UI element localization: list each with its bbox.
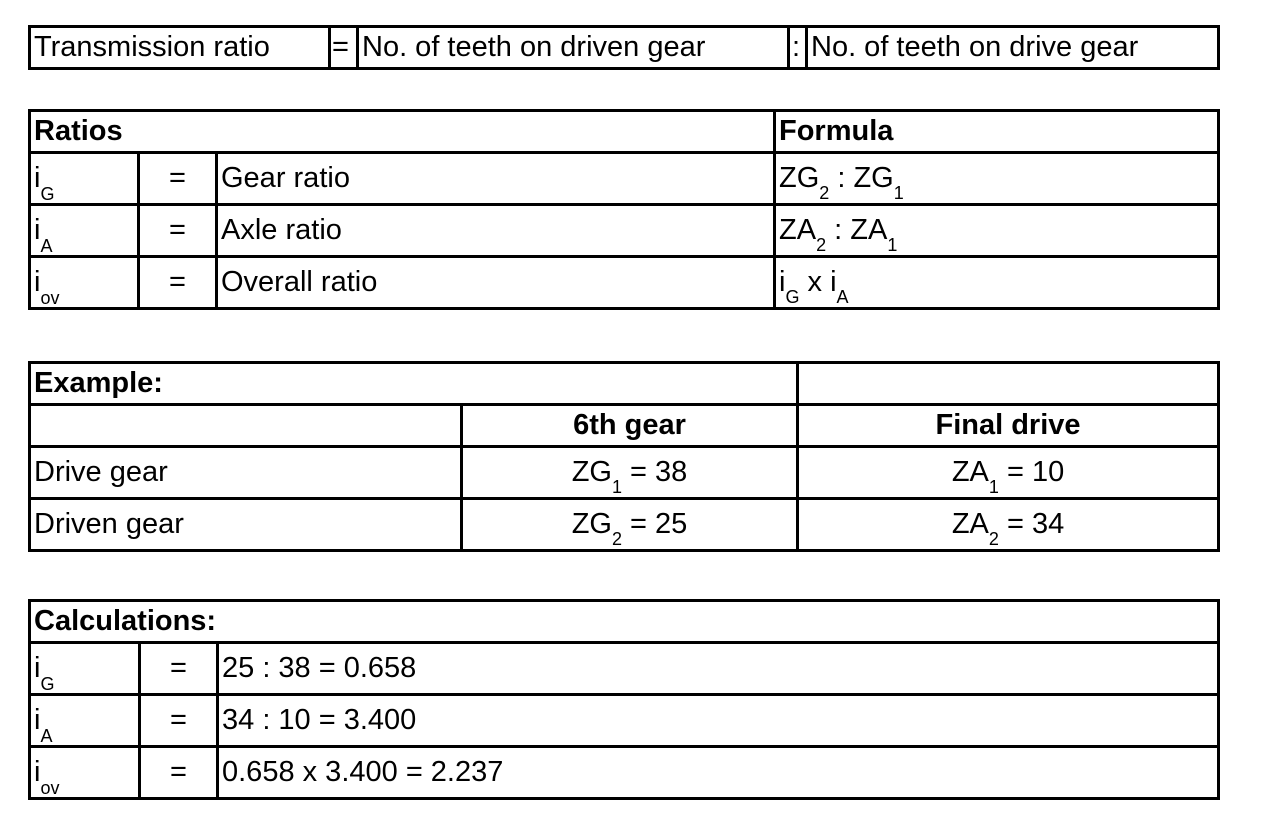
- example-table: [28, 361, 1220, 552]
- ratio-symbol: $i_{ov}$: [30, 257, 139, 309]
- definition-left: Transmission ratio: [30, 27, 330, 69]
- ratio-symbol: $i_A$: [30, 205, 139, 257]
- ratio-formula: $i_G$ x $i_A$: [775, 257, 1219, 309]
- example-row-label: Driven gear: [30, 499, 462, 551]
- final-drive-teeth-value: $ZA_2 = 34$: [798, 499, 1219, 551]
- calc-row-overall: [30, 747, 1219, 799]
- gear-teeth-value: $ZG_2 = 25$: [462, 499, 798, 551]
- calc-symbol: $i_G$: [30, 643, 140, 695]
- ratios-table: [28, 109, 1220, 310]
- ratio-symbol: $i_G$: [30, 153, 139, 205]
- calculations-title-row: [30, 601, 1219, 643]
- example-empty-header: [30, 405, 462, 447]
- ratio-equals: =: [139, 205, 217, 257]
- definition-drive: No. of teeth on drive gear: [807, 27, 1219, 69]
- sixth-gear-header: 6th gear: [462, 405, 798, 447]
- calc-equals: =: [140, 747, 218, 799]
- calc-row-gear: [30, 643, 1219, 695]
- definition-colon: :: [789, 27, 807, 69]
- example-title: Example:: [30, 363, 798, 405]
- calc-expression: 25 : 38 = 0.658: [218, 643, 1219, 695]
- definition-table: [28, 25, 1220, 70]
- ratio-equals: =: [139, 153, 217, 205]
- calc-equals: =: [140, 643, 218, 695]
- calc-expression: 34 : 10 = 3.400: [218, 695, 1219, 747]
- ratio-label: Axle ratio: [217, 205, 775, 257]
- calc-symbol: $i_A$: [30, 695, 140, 747]
- calculations-table: [28, 599, 1220, 800]
- ratio-row-overall: [30, 257, 1219, 309]
- example-row-drive: [30, 447, 1219, 499]
- ratio-row-axle: [30, 205, 1219, 257]
- example-title-row: [30, 363, 1219, 405]
- calc-equals: =: [140, 695, 218, 747]
- calculations-title: Calculations:: [30, 601, 1219, 643]
- ratio-formula: $ZA_2$ : $ZA_1$: [775, 205, 1219, 257]
- calc-row-axle: [30, 695, 1219, 747]
- formula-header: Formula: [775, 111, 1219, 153]
- definition-equals: =: [330, 27, 358, 69]
- ratios-header: Ratios: [30, 111, 775, 153]
- ratio-row-gear: [30, 153, 1219, 205]
- ratios-header-row: [30, 111, 1219, 153]
- final-drive-teeth-value: $ZA_1 = 10$: [798, 447, 1219, 499]
- calc-symbol: $i_{ov}$: [30, 747, 140, 799]
- gear-teeth-value: $ZG_1 = 38$: [462, 447, 798, 499]
- ratio-label: Overall ratio: [217, 257, 775, 309]
- ratio-equals: =: [139, 257, 217, 309]
- ratio-label: Gear ratio: [217, 153, 775, 205]
- final-drive-header: Final drive: [798, 405, 1219, 447]
- calc-expression: 0.658 x 3.400 = 2.237: [218, 747, 1219, 799]
- example-row-driven: [30, 499, 1219, 551]
- example-empty-cell: [798, 363, 1219, 405]
- example-row-label: Drive gear: [30, 447, 462, 499]
- definition-driven: No. of teeth on driven gear: [358, 27, 789, 69]
- ratio-formula: $ZG_2$ : $ZG_1$: [775, 153, 1219, 205]
- definition-row: [30, 27, 1219, 69]
- example-header-row: [30, 405, 1219, 447]
